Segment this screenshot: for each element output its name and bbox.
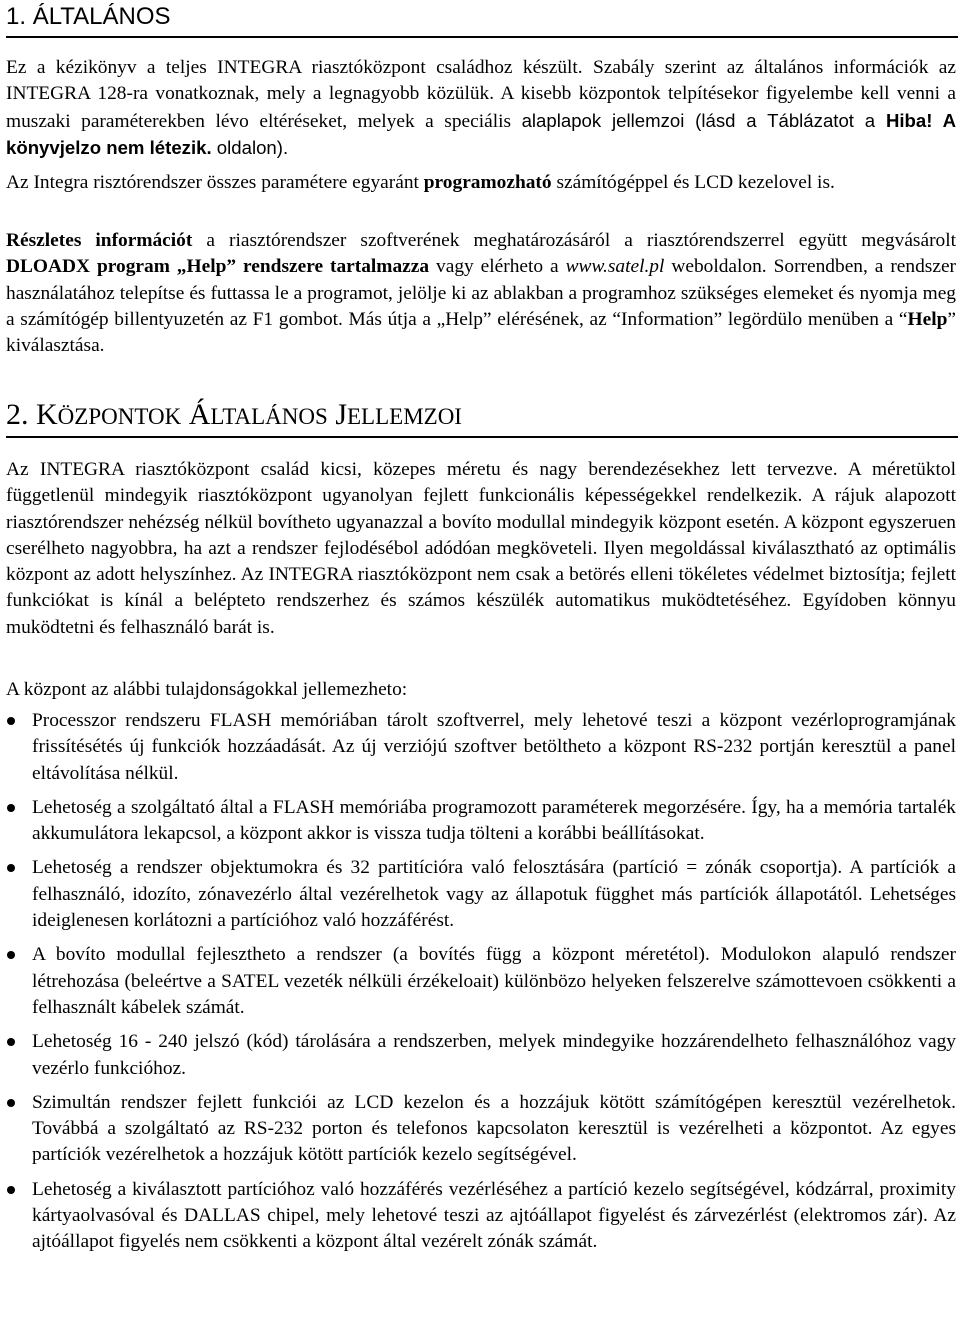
details-text-d: vagy elérheto a	[429, 256, 566, 278]
section-2-paragraph-2: A központ az alábbi tulajdonságokkal jellemezheto:	[6, 679, 408, 700]
bullet-icon	[7, 804, 15, 812]
section-1-title: ÁLTALÁNOS	[32, 3, 171, 30]
bullet-icon	[7, 717, 15, 725]
list-item	[0, 1177, 956, 1256]
list-item-text: Lehetoség 16 - 240 jelszó (kód) tárolására a rendszerben, melyek mindegyike hozzárendelheto felhasználóhoz vagy vezérlo funkcióhoz.	[32, 1031, 956, 1079]
list-item	[0, 708, 956, 787]
heading-cap-k: K	[36, 398, 58, 431]
help-emphasis: Help	[907, 308, 948, 330]
programming-emphasis: programozható	[423, 172, 552, 193]
section-2-number: 2.	[6, 398, 29, 431]
list-item	[0, 942, 956, 1021]
list-item-text: A bovíto modullal fejlesztheto a rendszer (a bovítés függ a központ méretétol). Modulokon alapuló rendszer létrehozása (beleértve a SATEL vezeték nélküli érzékeloait) különbözo helyeken felszerelve számottevoen csökkenti a felhasznált kábelek számát.	[32, 944, 956, 1018]
programming-text-c: számítógéppel és LCD kezelovel is.	[551, 172, 835, 193]
heading-rest-kozpontok: ÖZPONTOK	[57, 404, 182, 429]
dloadx-emphasis: DLOADX program „Help” rendszere tartalmazza	[6, 256, 430, 278]
section-2-paragraph-1: Az INTEGRA riasztóközpont család kicsi, közepes méretu és nagy berendezésekhez lett tervezve. A méretüktol függetlenül mindegyik riasztóközpont ugyanolyan fejlett funkcionális képességekkel rendelkezik. A rájuk alapozott riasztórendszer nehézség nélkül bovítheto ugyanazzal a bovíto modullal mindegyik központ esetén. A központ egyszeruen cserélheto nagyobbra, ha azt a rendszer fejlodésébol adódóan megköveteli. Ilyen megoldással kiválasztható az optimális központ az adott helyszínhez. Az INTEGRA riasztóközpont nem csak a betörés elleni tökéletes védelmet biztosítja; fejlett funkciókat is kínál a belépteto rendszerhez és számos készülék automatikus muködtetéséhez. Egyídoben könnyu muködtetni és felhasználó barát is.	[6, 459, 956, 638]
bullet-icon	[7, 1186, 15, 1194]
list-item	[0, 1029, 956, 1082]
bullet-icon	[7, 864, 15, 872]
features-list	[0, 708, 956, 1264]
section-1-paragraph-1	[6, 55, 956, 162]
bullet-icon	[7, 951, 15, 959]
section-1-number: 1.	[6, 3, 27, 30]
programming-text-a: Az Integra risztórendszer összes paramétere egyaránt	[6, 172, 424, 193]
bullet-icon	[7, 1038, 15, 1046]
bullet-icon	[7, 1099, 15, 1107]
page-reference-text: oldalon).	[211, 136, 289, 158]
details-text-f: weboldalon. Sorrendben, a rendszer használatához telepítse és futtassa le a programot, jelölje ki az ablakban a programhoz szükséges elemeket és nyomja meg a számítógép billentyuzetén az F1 gombot. Más útja a „Help” elérésének, az “Information” legördülo menüben a “	[6, 256, 957, 330]
intro-text: Ez a kézikönyv a teljes INTEGRA riasztóközpont családhoz készült. Szabály szerint az általános információk az INTEGRA 128-ra vonatkoznak, mely a legnagyobb közülük. A kisebb központok telpítésekor figyelembe kell venni a muszaki paraméterekben lévo eltéréseket, melyek a speciális	[6, 57, 956, 132]
website-link: www.satel.pl	[565, 256, 665, 278]
list-item-text: Processzor rendszeru FLASH memóriában tárolt szoftverrel, mely lehetové teszi a központ vezérloprogramjának frissítésétés új funkciók hozzáadását. Az új verziójú szoftver betöltheto a központ RS-232 portján keresztül a panel eltávolítása nélkül.	[32, 710, 956, 784]
table-reference-text: alaplapok jellemzoi (lásd a Táblázatot a	[521, 109, 886, 131]
heading-rest-altalanos: LTALÁNOS	[210, 404, 328, 429]
bookmark-error-text: Hiba! A könyvjelzo nem létezik.	[6, 109, 957, 158]
heading-cap-j: J	[335, 398, 347, 431]
section-1-paragraph-2	[6, 170, 956, 196]
section-1-paragraph-3	[6, 228, 956, 359]
heading-cap-a: Á	[188, 398, 211, 431]
list-item-text: Szimultán rendszer fejlett funkciói az LCD kezelon és a hozzájuk kötött számítógépen keresztül vezérelhetok. Továbbá a szolgáltató az RS-232 porton és telefonos kapcsolaton keresztül is vezérelheti a központot. Az egyes partíciók vezérelhetok a hozzájuk kötött partíciók kezelo segítségével.	[32, 1091, 956, 1166]
list-item-text: Lehetoség a szolgáltató által a FLASH memóriába programozott paraméterek megorzésére. Így, ha a memória tartalék akkumulátora lekapcsol, a központ akkor is vissza tudja tölteni a korábbi beállításokat.	[32, 796, 956, 845]
details-emphasis: Részletes információt	[6, 230, 193, 251]
list-item	[0, 1090, 956, 1169]
list-item-text: Lehetoség a kiválasztott partícióhoz való hozzáférés vezérléséhez a partíció kezelo segítségével, kódzárral, proximity kártyaolvasóval és DALLAS chipel, mely lehetové teszi az ajtóállapot figyelést és zárvezérlést (elektromos zár). Az ajtóállapot figyelés nem csökkenti a központ által vezérelt zónák számát.	[32, 1178, 956, 1253]
details-text-b: a riasztórendszer szoftverének meghatározásáról a riasztórendszerrel együtt megvásárolt	[192, 230, 956, 251]
section-2-heading	[6, 398, 958, 438]
list-item	[0, 795, 956, 848]
list-item	[0, 855, 956, 934]
list-item-text: Lehetoség a rendszer objektumokra és 32 partitícióra való felosztására (partíció = zónák csoportja). A partíciók a felhasználó, idozíto, zónavezérlo által vezérelhetok vagy az állapotuk függhet más partíciók állapotától. Lehetséges ideiglenesen korlátozni a partícióhoz való hozzáférést.	[32, 857, 956, 932]
details-text-h: ” kiválasztása.	[6, 308, 956, 357]
heading-rest-jellemzoi: ELLEMZOI	[347, 404, 462, 429]
section-1-heading	[6, 2, 958, 38]
